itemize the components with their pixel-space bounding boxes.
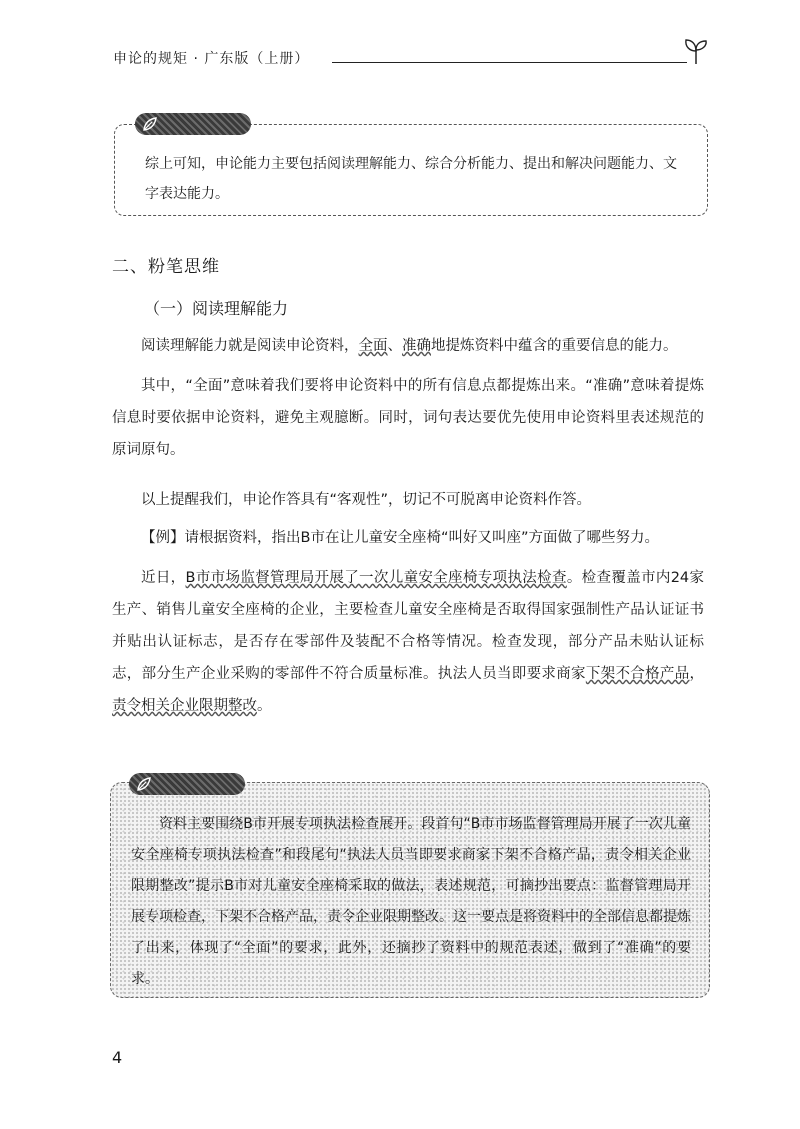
running-header-title: 申论的规矩 · 广东版（上册）: [113, 51, 310, 67]
text-span: 阅读理解能力就是阅读申论资料，: [141, 338, 359, 354]
underlined-phrase: 责令相关企业限期整改: [112, 698, 257, 714]
summary-box-tag: [135, 113, 251, 135]
underlined-phrase: B市市场监督管理局开展了一次儿童安全座椅专项执法检查: [185, 570, 567, 586]
paragraph-reminder: 以上提醒我们，申论作答具有“客观性”，切记不可脱离申论资料作答。: [141, 492, 592, 508]
underlined-term: 准确: [402, 338, 431, 354]
text-span: 。检查覆盖市内24家生产、销售儿童安全座椅的企业，主要检查儿童安全座椅是否取得国家强制性产品认证证书并贴出认证标志，是否存在零部件及装配不合格等情况。检查发现，部分产品未贴认证标志，部分生产企业采购的零部件不符合质量标准。执法人员当即要求商家: [112, 570, 705, 682]
section-heading: 二、粉笔思维: [112, 257, 220, 277]
paragraph-example-question: 【例】请根据资料，指出B市在让儿童安全座椅“叫好又叫座”方面做了哪些努力。: [141, 530, 659, 546]
text-span: ，: [689, 666, 704, 682]
paragraph-example-material: [112, 562, 704, 722]
analysis-text: 资料主要围绕B市开展专项执法检查展开。段首句“B市市场监督管理局开展了一次儿童安全座椅专项执法检查”和段尾句“执法人员当即要求商家下架不合格产品，责令相关企业限期整改”提示B市对儿童安全座椅采取的做法，表述规范，可摘抄出要点：监督管理局开展专项检查，下架不合格产品，责令企业限期整改。这一要点是将资料中的全部信息都提炼了出来，体现了“全面”的要求，此外，还摘抄了资料中的规范表述，做到了“准确”的要求。: [131, 816, 691, 987]
text-span: 近日，: [141, 570, 186, 586]
underlined-phrase: 下架不合格产品: [585, 666, 690, 682]
leaf-icon: [136, 776, 152, 792]
text-span: 地提炼资料中蕴含的重要信息的能力。: [431, 338, 678, 354]
summary-box: [114, 124, 708, 216]
page-number: 4: [112, 1048, 123, 1067]
underlined-term: 全面: [358, 338, 388, 354]
analysis-box: [110, 782, 710, 998]
paragraph-explanation: 其中，“全面”意味着我们要将申论资料中的所有信息点都提炼出来。“准确”意味着提炼信息时要依据申论资料，避免主观臆断。同时，词句表达要优先使用申论资料里表述规范的原词原句。: [112, 378, 704, 458]
paragraph-definition: [112, 330, 704, 362]
header-rule: [332, 62, 687, 63]
subsection-heading: （一）阅读理解能力: [144, 299, 289, 318]
text-span: 。: [257, 698, 272, 714]
text-span: 、: [387, 338, 402, 354]
summary-text: 综上可知，申论能力主要包括阅读理解能力、综合分析能力、提出和解决问题能力、文字表达能力。: [145, 156, 677, 202]
sprout-icon: [683, 36, 709, 66]
leaf-icon: [142, 116, 158, 132]
analysis-box-tag: [129, 773, 245, 795]
